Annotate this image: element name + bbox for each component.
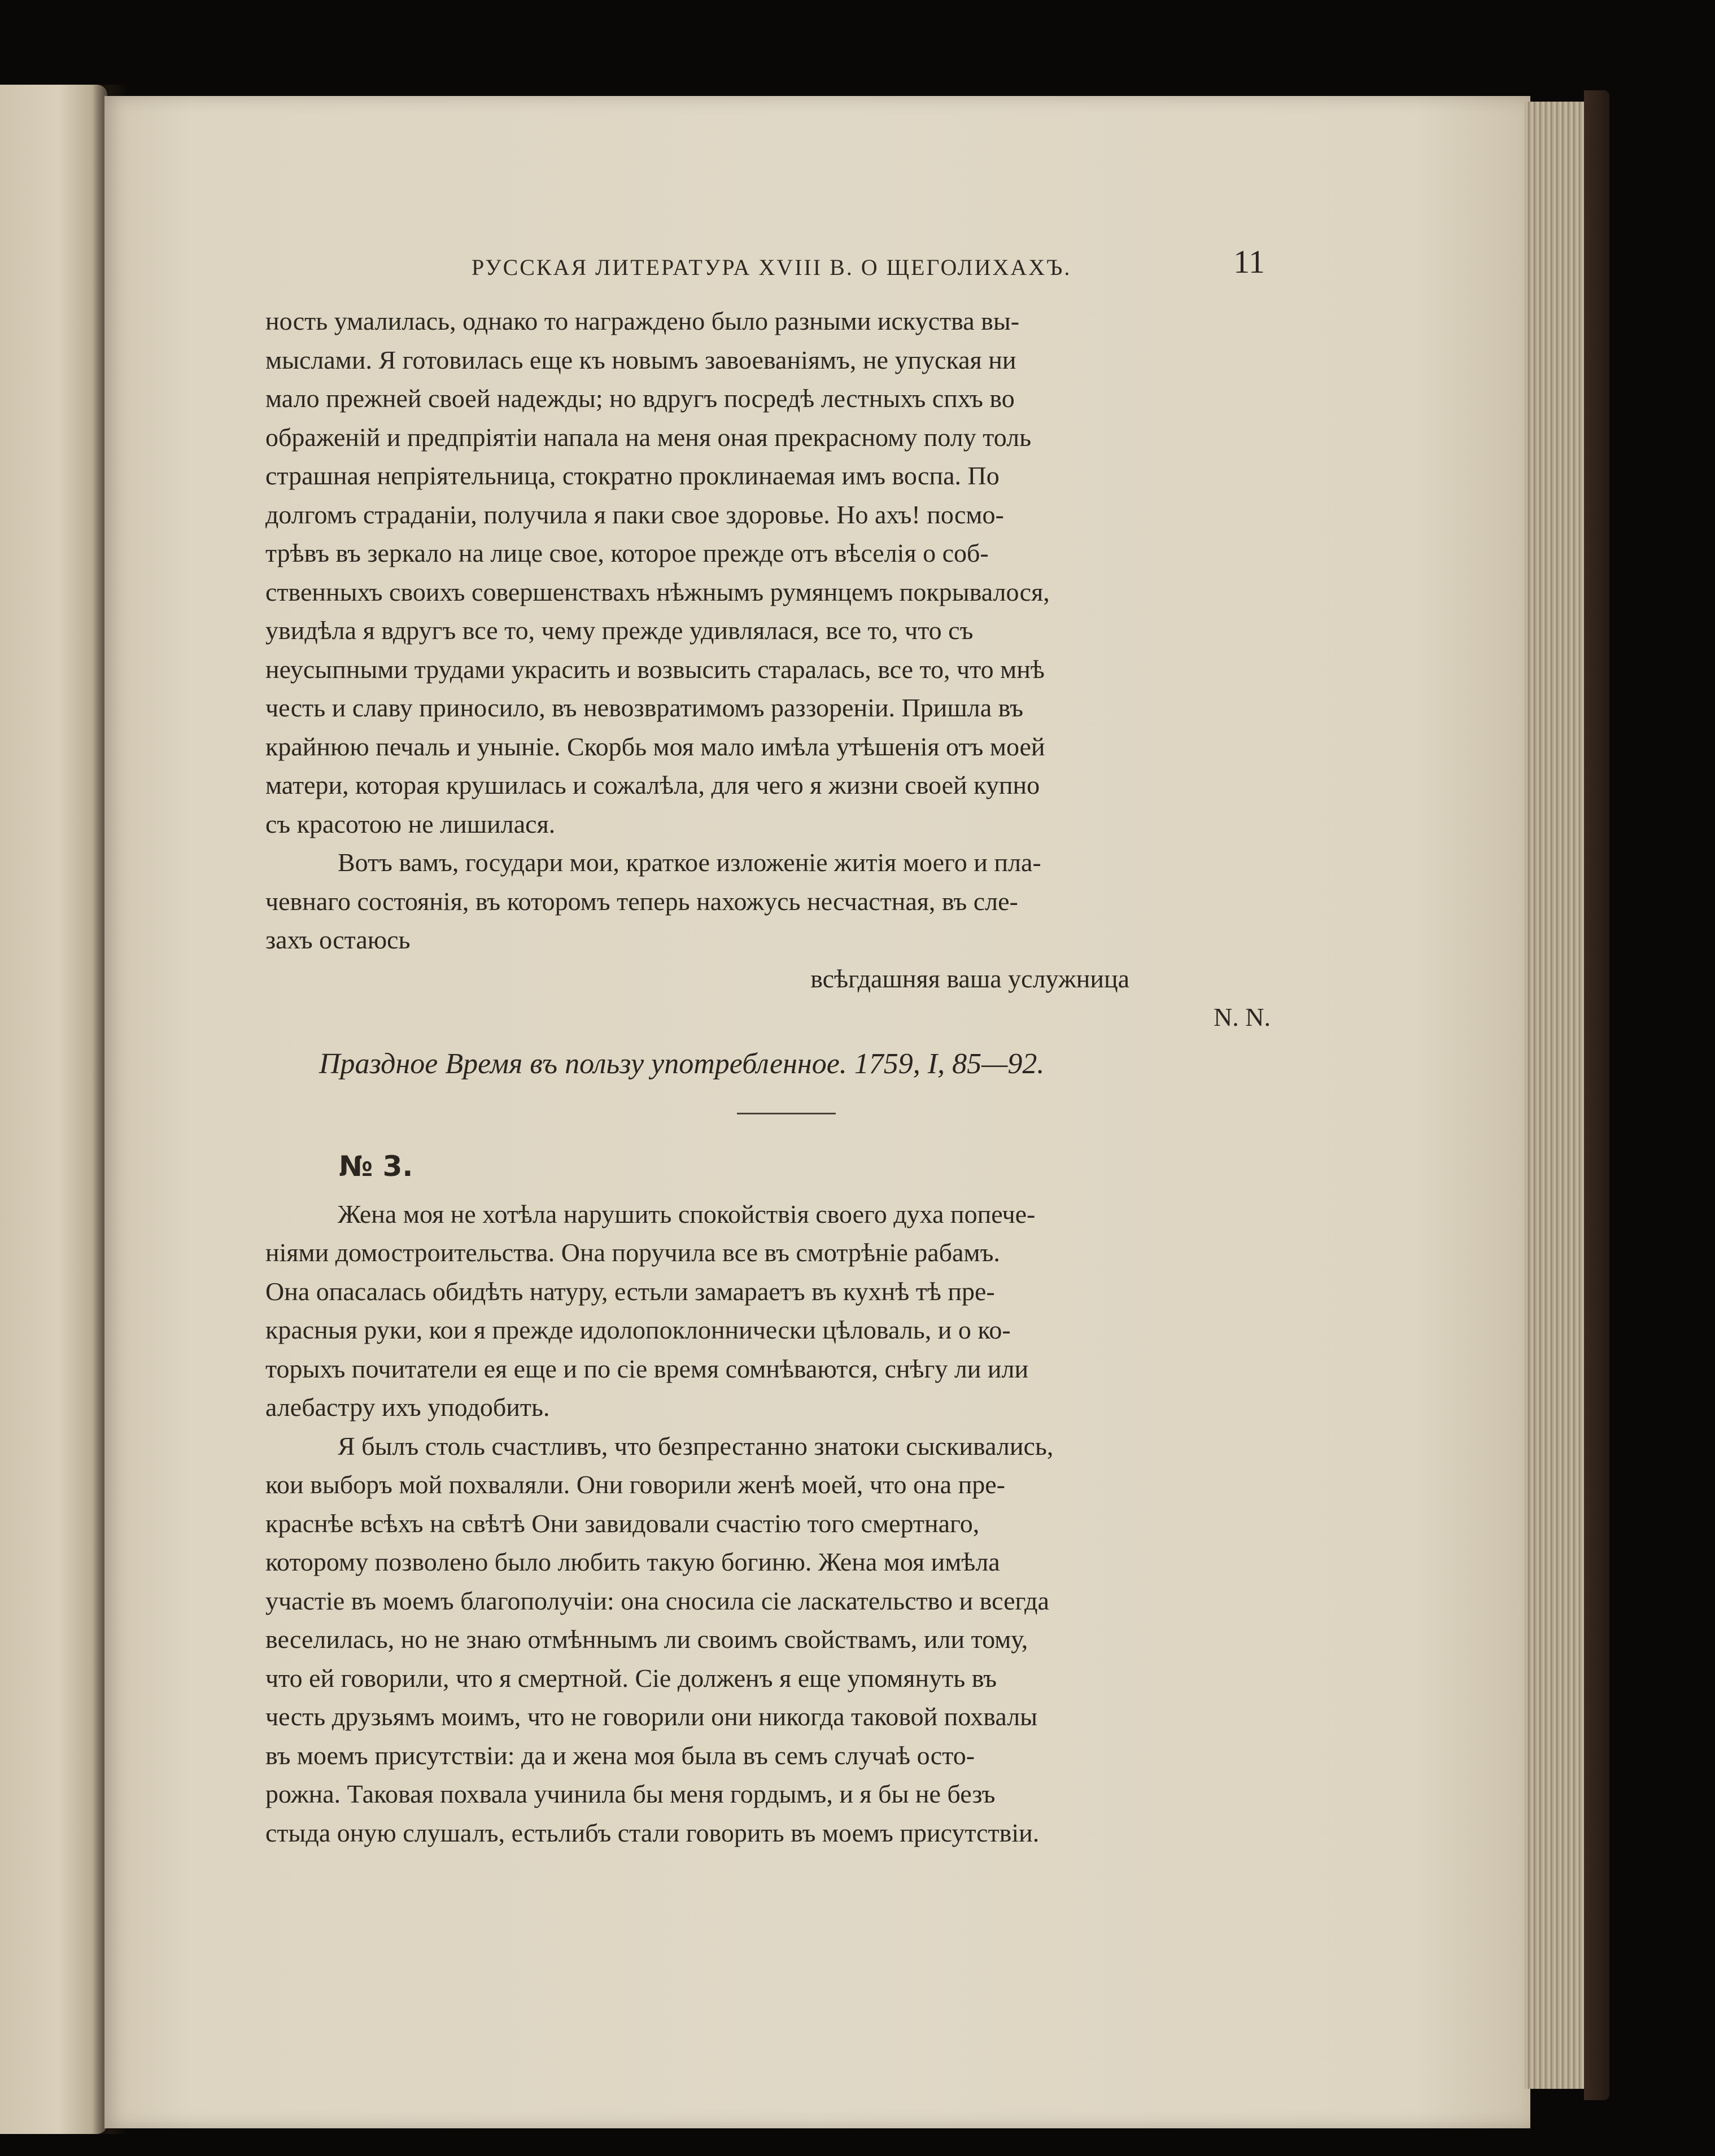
paragraph-3 — [265, 1195, 1282, 1427]
text-line: мыслами. Я готовилась еще къ новымъ завоеваніямъ, не упуская ни — [265, 345, 1016, 374]
text-line: веселилась, но не знаю отмѣннымъ ли своимъ свойствамъ, или тому, — [265, 1625, 1028, 1654]
text-line: въ моемъ присутствіи: да и жена моя была въ семъ случаѣ осто- — [265, 1740, 975, 1770]
paragraph-1 — [265, 302, 1282, 843]
source-citation: Праздное Время въ пользу употребленное. 1759, I, 85—92. — [319, 1047, 1045, 1080]
body-text — [265, 302, 1282, 1852]
text-line: красныя руки, кои я прежде идолопоклоннически цѣловаль, и о ко- — [265, 1315, 1011, 1344]
section-divider — [737, 1113, 836, 1114]
text-line: увидѣла я вдругъ все то, чему прежде удивлялася, все то, что съ — [265, 616, 974, 645]
page-number: 11 — [1233, 243, 1265, 280]
previous-page-edge — [0, 85, 107, 2134]
text-line: ственныхъ своихъ совершенствахъ нѣжнымъ румянцемъ покрывалося, — [265, 577, 1050, 606]
text-line: алебастру ихъ уподобить. — [265, 1393, 550, 1422]
running-head — [265, 237, 1282, 282]
text-line: трѣвъ въ зеркало на лице свое, которое прежде отъ вѣселія о соб- — [265, 539, 989, 567]
text-line: захъ остаюсь — [265, 925, 411, 954]
text-line: торыхъ почитатели ея еще и по сіе время сомнѣваются, снѣгу ли или — [265, 1354, 1029, 1383]
text-line: рожна. Таковая похвала учинила бы меня гордымъ, и я бы не безъ — [265, 1779, 996, 1808]
text-line: съ красотою не лишилася. — [265, 809, 556, 838]
text-line: чевнаго состоянія, въ которомъ теперь нахожусь несчастная, въ сле- — [265, 886, 1018, 916]
text-line: честь и славу приносило, въ невозвратимомъ раззореніи. Пришла въ — [265, 693, 1023, 722]
text-line: матери, которая крушилась и сожалѣла, для чего я жизни своей купно — [265, 771, 1040, 799]
page-edges — [1525, 102, 1587, 2089]
text-line: долгомъ страданіи, получила я паки свое здоровье. Но ахъ! посмо- — [265, 500, 1004, 529]
signature-name: N. N. — [1214, 1003, 1271, 1031]
book-cover-edge — [1584, 90, 1609, 2100]
text-line: кои выборъ мой похваляли. Они говорили женѣ моей, что она пре- — [265, 1470, 1005, 1499]
text-line: Вотъ вамъ, государи мои, краткое изложеніе житія моего и пла- — [338, 848, 1041, 877]
text-line: ніями домостроительства. Она поручила все въ смотрѣніе рабамъ. — [265, 1238, 1000, 1267]
section-number: № 3. — [339, 1150, 413, 1183]
text-line: Жена моя не хотѣла нарушить спокойствія своего духа попече- — [338, 1199, 1036, 1228]
paragraph-2 — [265, 843, 1282, 960]
text-line: участіе въ моемъ благополучіи: она сносила сіе ласкательство и всегда — [265, 1586, 1049, 1615]
text-line: стыда оную слушалъ, естьлибъ стали говорить въ моемъ присутствіи. — [265, 1818, 1040, 1847]
text-line: мало прежней своей надежды; но вдругъ посредѣ лестныхъ спхъ во — [265, 384, 1015, 413]
text-line: неусыпными трудами украсить и возвысить старалась, все то, что мнѣ — [265, 654, 1045, 684]
text-line: честь друзьямъ моимъ, что не говорили они никогда таковой похвалы — [265, 1702, 1038, 1731]
running-head-title: РУССКАЯ ЛИТЕРАТУРА XVIII В. О ЩЕГОЛИХАХЪ. — [472, 255, 1072, 280]
text-line: Я былъ столь счастливъ, что безпрестанно знатоки сыскивались, — [338, 1431, 1054, 1460]
text-line: ность умалилась, однако то награждено было разными искуства вы- — [265, 307, 1020, 335]
text-line: ображеній и предпріятіи напала на меня оная прекрасному полу толь — [265, 422, 1032, 452]
signature-line: всѣгдашняя ваша услужница — [810, 964, 1129, 993]
paragraph-4 — [265, 1427, 1282, 1853]
text-line: что ей говорили, что я смертной. Сіе долженъ я еще упомянуть въ — [265, 1663, 997, 1693]
text-line: страшная непріятельница, стократно проклинаемая имъ воспа. По — [265, 461, 1000, 490]
text-line: которому позволено было любить такую богиню. Жена моя имѣла — [265, 1547, 1000, 1576]
text-line: краснѣе всѣхъ на свѣтѣ Они завидовали счастію того смертнаго, — [265, 1508, 980, 1538]
text-line: крайнюю печаль и уныніе. Скорбь моя мало имѣла утѣшенія отъ моей — [265, 732, 1045, 761]
text-line: Она опасалась обидѣть натуру, естьли замараетъ въ кухнѣ тѣ пре- — [265, 1276, 995, 1306]
